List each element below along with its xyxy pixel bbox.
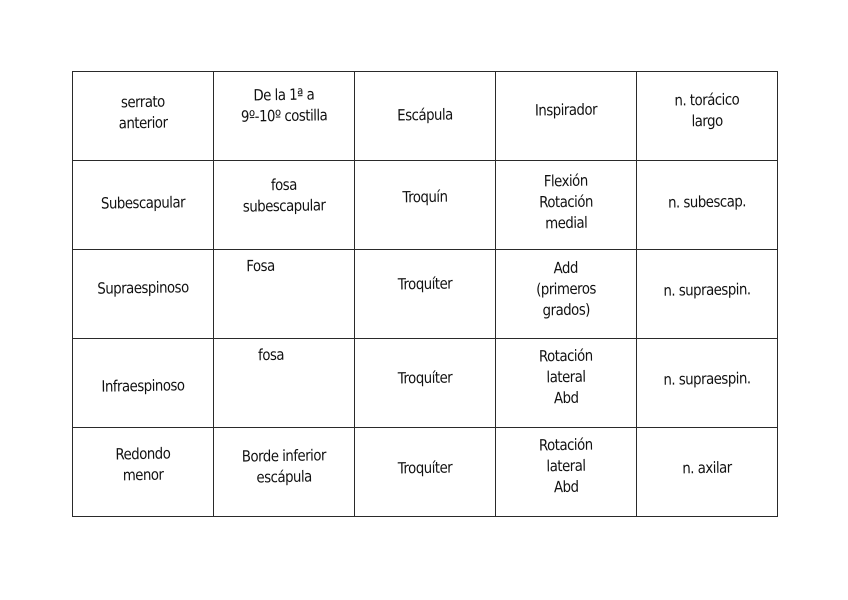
insertion-cell [355,339,496,428]
table-row [73,428,778,517]
origin-cell [214,72,355,161]
insertion-text: Escápula [397,105,453,125]
insertion-text: Troquíter [397,274,453,294]
action-text: Add (primeros grados) [536,258,596,320]
table-row [73,339,778,428]
muscle-cell [73,339,214,428]
action-cell [496,250,637,339]
nerve-text: n. supraespin. [663,280,751,300]
nerve-cell [637,428,778,517]
muscle-cell [73,250,214,339]
origin-cell [214,428,355,517]
origin-cell [214,250,355,339]
insertion-cell [355,428,496,517]
insertion-cell [355,161,496,250]
origin-text: fosa subescapular [242,175,326,216]
insertion-text: Troquíter [397,368,453,388]
insertion-cell [355,250,496,339]
action-text: Rotación lateral Abd [538,435,593,497]
action-cell [496,161,637,250]
action-text: Flexión Rotación medial [539,171,593,233]
origin-cell [214,339,355,428]
nerve-cell [637,250,778,339]
muscle-name: Supraespinoso [97,278,189,298]
table-row [73,161,778,250]
insertion-cell [355,72,496,161]
insertion-text: Troquíter [397,458,453,478]
nerve-text: n. supraespin. [663,369,751,389]
origin-cell [214,161,355,250]
origin-text: Borde inferior escápula [241,446,327,487]
muscle-cell [73,72,214,161]
action-cell [496,428,637,517]
origin-text: fosa [257,345,285,365]
nerve-text: n. torácico largo [674,90,740,131]
action-cell [496,72,637,161]
action-text: Rotación lateral Abd [538,346,593,408]
nerve-cell [637,339,778,428]
muscle-name: Subescapular [100,193,186,213]
muscle-name: serrato anterior [118,92,168,133]
action-cell [496,339,637,428]
muscle-table [72,71,778,517]
muscle-name: Redondo menor [115,444,171,485]
table-row [73,250,778,339]
origin-text: Fosa [246,256,275,276]
nerve-cell [637,72,778,161]
nerve-text: n. axilar [682,458,732,478]
nerve-text: n. subescap. [667,192,747,212]
insertion-text: Troquín [402,187,448,207]
origin-text: De la 1ª a 9º-10º costilla [240,85,328,126]
nerve-cell [637,161,778,250]
muscle-name: Infraespinoso [101,376,185,396]
muscle-cell [73,428,214,517]
table-row [73,72,778,161]
muscle-cell [73,161,214,250]
action-text: Inspirador [534,100,598,120]
